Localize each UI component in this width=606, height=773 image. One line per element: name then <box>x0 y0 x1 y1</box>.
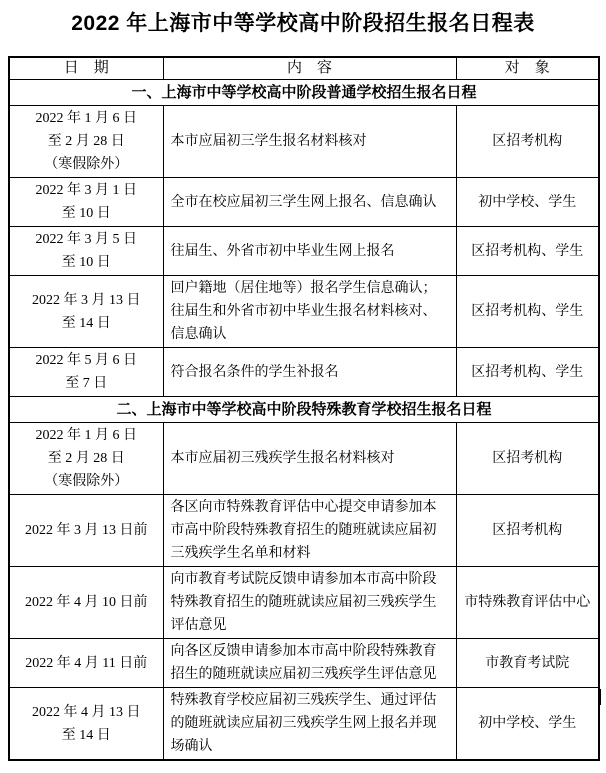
date-cell <box>9 688 163 761</box>
date-line: 2022 年 4 月 13 日 <box>32 704 141 720</box>
target-cell: 区招考机构、学生 <box>456 348 599 397</box>
date-line: 至 14 日 <box>61 315 111 331</box>
section-heading: 二、上海市中等学校高中阶段特殊教育学校招生报名日程 <box>9 397 599 423</box>
target-cell: 区招考机构 <box>456 423 599 495</box>
date-line: 2022 年 4 月 11 日前 <box>25 655 148 671</box>
date-line: 2022 年 1 月 6 日 <box>35 428 137 443</box>
date-line: 2022 年 3 月 13 日前 <box>25 523 148 538</box>
target-cell: 市特殊教育评估中心 <box>456 567 599 639</box>
column-header-date: 日 期 <box>9 57 163 80</box>
column-header-content: 内 容 <box>163 57 456 80</box>
schedule-row <box>9 348 599 397</box>
date-line: 2022 年 1 月 6 日 <box>35 111 137 126</box>
target-cell: 初中学校、学生 <box>456 178 599 227</box>
date-line: 至 14 日 <box>61 727 111 743</box>
date-cell <box>9 227 163 276</box>
section-heading-row <box>9 397 599 423</box>
date-line: 2022 年 3 月 5 日 <box>35 232 137 247</box>
schedule-row <box>9 567 599 639</box>
content-cell: 全市在校应届初三学生网上报名、信息确认 <box>163 178 456 227</box>
schedule-row <box>9 639 599 688</box>
schedule-row <box>9 106 599 178</box>
content-cell: 各区向市特殊教育评估中心提交申请参加本市高中阶段特殊教育招生的随班就读应届初三残疾学生名单和材料 <box>163 495 456 567</box>
column-header-target: 对 象 <box>456 57 599 80</box>
date-cell <box>9 567 163 639</box>
content-cell: 向各区反馈申请参加本市高中阶段特殊教育招生的随班就读应届初三残疾学生评估意见 <box>163 639 456 688</box>
content-cell: 符合报名条件的学生补报名 <box>163 348 456 397</box>
date-line: （寒假除外） <box>44 157 129 172</box>
date-line: 至 2 月 28 日 <box>47 134 125 149</box>
schedule-table <box>8 56 600 761</box>
content-cell: 本市应届初三学生报名材料核对 <box>163 106 456 178</box>
date-cell <box>9 106 163 178</box>
section-heading: 一、上海市中等学校高中阶段普通学校招生报名日程 <box>9 80 599 106</box>
date-cell <box>9 276 163 348</box>
date-line: （寒假除外） <box>44 474 129 489</box>
date-line: 至 7 日 <box>65 376 108 391</box>
schedule-row <box>9 227 599 276</box>
schedule-row <box>9 423 599 495</box>
content-cell: 回户籍地（居住地等）报名学生信息确认；往届生和外省市初中毕业生报名材料核对、信息确认 <box>163 276 456 348</box>
date-line: 至 10 日 <box>61 255 111 270</box>
date-line: 2022 年 5 月 6 日 <box>35 353 137 368</box>
date-line: 2022 年 3 月 13 日 <box>32 292 141 308</box>
date-cell <box>9 348 163 397</box>
date-line: 2022 年 3 月 1 日 <box>35 183 137 198</box>
page-title: 2022 年上海市中等学校高中阶段招生报名日程表 <box>71 12 535 35</box>
target-cell: 区招考机构 <box>456 495 599 567</box>
date-cell <box>9 495 163 567</box>
target-cell: 初中学校、学生 <box>456 688 599 761</box>
date-cell <box>9 423 163 495</box>
date-line: 至 10 日 <box>61 206 111 221</box>
date-line: 2022 年 4 月 10 日前 <box>25 595 148 610</box>
document-page <box>0 11 606 754</box>
target-cell: 区招考机构、学生 <box>456 227 599 276</box>
target-cell: 区招考机构 <box>456 106 599 178</box>
schedule-row <box>9 178 599 227</box>
table-header-row <box>9 57 599 80</box>
date-cell <box>9 178 163 227</box>
content-cell: 往届生、外省市初中毕业生网上报名 <box>163 227 456 276</box>
content-cell: 本市应届初三残疾学生报名材料核对 <box>163 423 456 495</box>
content-cell: 向市教育考试院反馈申请参加本市高中阶段特殊教育招生的随班就读应届初三残疾学生评估意见 <box>163 567 456 639</box>
table-body <box>9 80 599 761</box>
target-cell: 区招考机构、学生 <box>456 276 599 348</box>
schedule-row <box>9 495 599 567</box>
section-heading-row <box>9 80 599 106</box>
target-cell: 市教育考试院 <box>456 639 599 688</box>
date-line: 至 2 月 28 日 <box>47 451 125 466</box>
date-cell <box>9 639 163 688</box>
text-cursor-artifact <box>598 689 601 705</box>
schedule-row <box>9 688 599 761</box>
schedule-row <box>9 276 599 348</box>
content-cell: 特殊教育学校应届初三残疾学生、通过评估的随班就读应届初三残疾学生网上报名并现场确认 <box>163 688 456 761</box>
